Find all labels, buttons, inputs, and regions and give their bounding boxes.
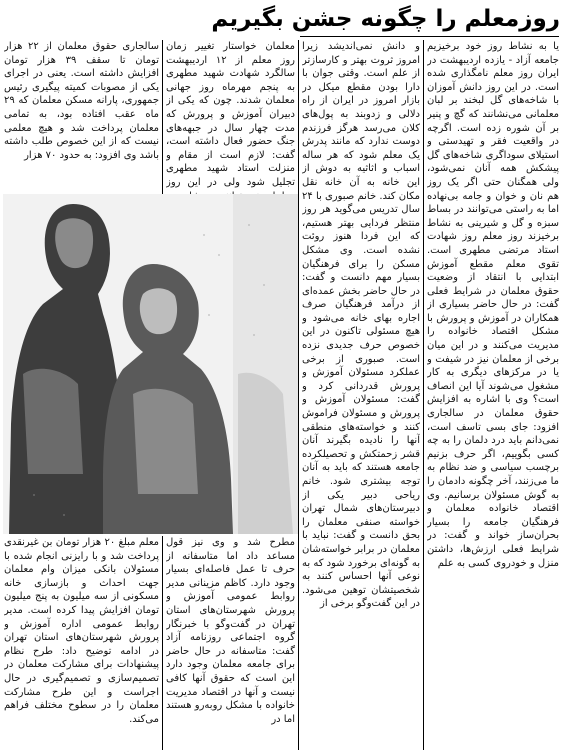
column-text: سالجاری حقوق معلمان از ۲۲ هزار تومان تا سقف ۳۹ هزار تومان افزایش داشته است. یعنی در اجرای یکی از مصوبات کمیته پیگیری رئیس جمهوری، پارانه مسکن معلمان که ۲۹ ماه عقب افتاده بود، به تمامی معلمان پرداخت شد و هیچ معلمی نیست که از این خصوص طلب داشته باشد وی افزود: به حدود ۷۰ هزار [4, 41, 159, 161]
column-text: معلم مبلغ ۲۰ هزار تومان بن غیرنقدی پرداخت شد و با رایزنی انجام شده با مسئولان بانکی میزان وام معلمان جهت احداث و بازسازی خانه مسکونی از سه میلیون به پنج میلیون تومان افزایش پیدا کرده است. مدیر روابط عمومی اداره آموزش و پرورش شهرستان‌های استان تهران در ادامه توضیح داد: طرح نظام پیشنهادات برای مشارکت معلمان در تصمیم‌سازی و تصمیم‌گیری در حال اجراست و این طرح مشارکت معلمان را در سطوح مختلف فراهم می‌کند. [4, 537, 159, 725]
article-column-4-bottom [4, 536, 159, 750]
article-column-4-top [4, 40, 159, 190]
headline: روزمعلم را چگونه جشن بگیریم [211, 6, 560, 32]
article-column-1 [427, 40, 559, 750]
column-rule [298, 40, 299, 750]
column-rule [162, 40, 163, 195]
article-column-2 [302, 40, 420, 750]
column-rule [423, 40, 424, 750]
column-text: معلمان خواستار تغییر زمان روز معلم از ۱۲ اردیبهشت سالگرد شهادت شهید مطهری به پنجم مهرماه روز جهانی معلمان شدند. چون که یکی از دبیران آموزش و پرورش که مدت چهار سال در جبهه‌های جنگ حضور فعال داشته است، گفت: لازم است از مقام و منزلت استاد شهید مطهری تجلیل شود ولی در این روز [166, 41, 295, 188]
column-text: و دانش نمی‌اندیشد زیرا امروز ثروت بهتر و کارسازتر از علم است. وقتی جوان با دارا بودن مقطع میکل در بازار امروز در ایران از راه دلالی و زدوبند به پول‌های کلان می‌رسد هرگز فرزندم دوست ندارد که مانند پدرش یک معلم شود که هر ساله اسباب و اثاثیه به دوش از این خانه به آن خانه نقل مکان کند. خانم صبوری با ۲۴ سال تدریس می‌گوید هر روز منتظر فردایی بهتر هستیم، که این فردا هنوز روئت نشده است. وی مشکل مسکن را برای فرهنگیان بسیار مهم دانست و گفت: در حال حاضر بخش عمده‌ای از درآمد فرهنگیان صرف اجاره بهای خانه می‌شود و هیچ مسئولی تاکنون در این خصوص حرف جدیدی نزده است. صبوری از برخی عملکرد مسئولان آموزش و پرورش قدردانی کرد و گفت: مسئولان آموزش و پرورش و مسئولان فراموش کنند و خواسته‌های منطقی آنها را نادیده بگیرند آنان قشر زحمتکش و تحصیلکرده جامعه هستند که باید به آنان توجه بیشتری شود. خانم ریاحی دبیر یکی از دبیرستان‌های شمال تهران خواسته صنفی معلمان را بحق دانست و گفت: نباید با معلمان در برابر خواسته‌شان به گونه‌ای برخورد شود که به نوعی آنها احساس کنند به شخصیتشان توهین می‌شود. در این گفت‌وگو برخی از [302, 41, 420, 610]
column-rule [300, 36, 559, 37]
teachers-photo-icon [3, 194, 298, 534]
column-text: یا به نشاط روز خود برخیزیم جامعه آزاد - یازده اردیبهشت در ایران روز معلم نامگذاری شده است. در این روز دانش آموزان با شاخه‌های گل لبخند بر لبان معلمانی می‌نشانند که گچ و پنیر بر آن شوره زده است. اگرچه در واقعیت فقر و تهیدستی و استیلای سوداگری شاخه‌های گل پیشکش همه آنان نمی‌شود، ولی همگنان حتی اگر یک روز هم نان و خوان و جامه بی‌نهاده اما به راستی می‌توانند در بساط سبزه و گل و شیرینی به نشاط برخیزند روز معلم روز شهادت استاد مرتضی مطهری است. تقوی معلم مقطع آموزش ابتدایی با انتقاد از وضعیت حقوق معلمان در شرایط فعلی گفت: در حال حاضر بسیاری از همکاران در آموزش و پرورش با مشکل اقتصاد خانواده را مدیریت می‌کنند و در این میان برخی از معلمان نیز در شیفت و یا در مرکزهای دیگری به کار مشغول می‌شوند آیا این انصاف است؟ وی با اشاره به افزایش حقوق معلمان در سالجاری افزود: جای بسی تاسف است، نمی‌دانم باید درد دلمان را به چه کسی بگوییم، اگر حرف بزنیم برچسب سیاسی و ضد نظام به ما می‌زنند، آخر چگونه دادمان را به گوش مسئولان برسانیم. وی اقتصاد خانواده معلمان و فرهنگیان جامعه را بسیار بحران‌ساز خواند و گفت: در شرایط فعلی ارزش‌ها، داشتن منزل و خودروی کسی به علم [427, 41, 559, 569]
article-column-3-bottom [166, 536, 295, 750]
column-rule [162, 536, 163, 750]
column-text: مطرح شد و وی نیز قول مساعد داد اما متاسفانه از حرف تا عمل فاصله‌ای بسیار وجود دارد. کاظم مزینانی مدیر روابط عمومی آموزش و پرورش شهرستان‌های استان تهران در گفت‌وگو با خبرنگار گروه اجتماعی روزنامه آزاد گفت: متاسفانه در حال حاضر برای جامعه معلمان وجود دارد این است که حقوق آنها کافی نیست و آنها در اقتصاد مدیریت خانواده با مشکل روبه‌رو هستند اما در [166, 537, 295, 725]
